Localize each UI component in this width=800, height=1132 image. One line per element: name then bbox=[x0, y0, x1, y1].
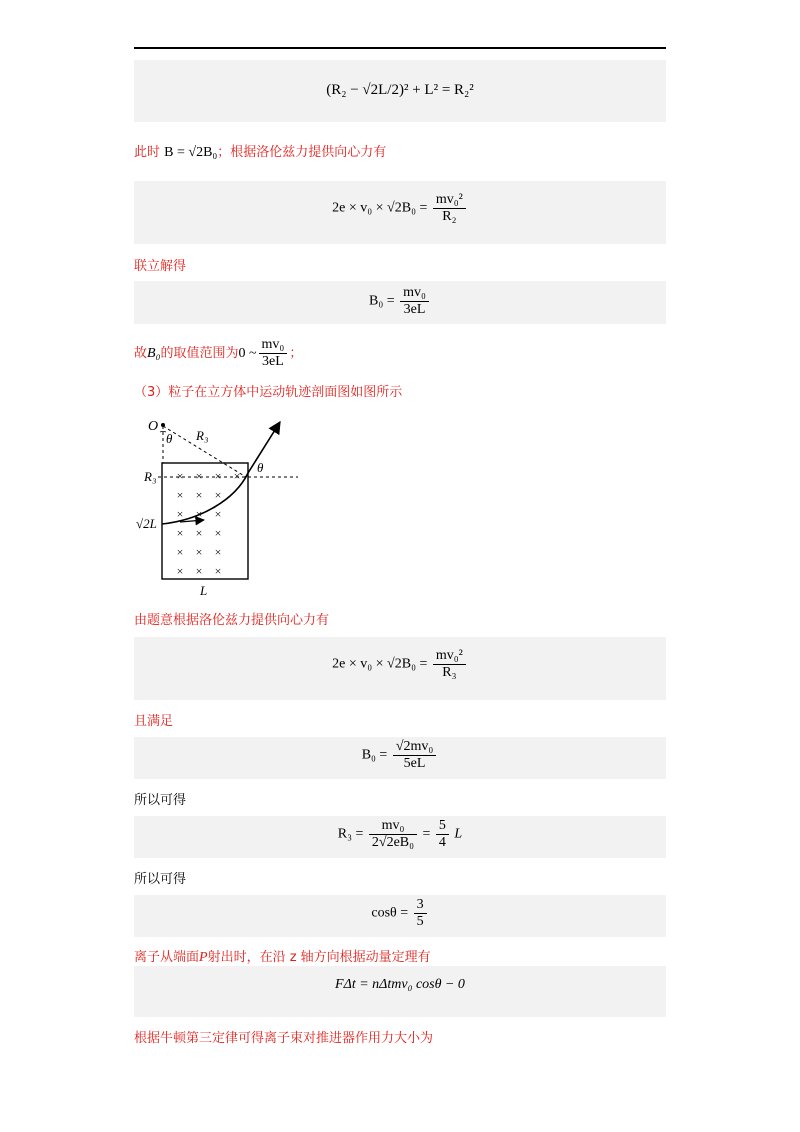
denominator: R₃ bbox=[442, 665, 457, 680]
equation-right: L bbox=[454, 826, 463, 842]
text-line-9 bbox=[134, 949, 431, 967]
equation-4 bbox=[134, 649, 666, 680]
fraction-1 bbox=[369, 819, 417, 850]
equation-left: cosθ = bbox=[371, 905, 409, 921]
formula-box-4 bbox=[134, 637, 666, 700]
label-r3-left: R₃ bbox=[144, 469, 157, 484]
cross-mark: × bbox=[214, 526, 222, 540]
equation-left: B₀ = bbox=[369, 293, 395, 309]
denominator: 5 bbox=[416, 914, 424, 929]
denominator: 3eL bbox=[262, 354, 284, 369]
fraction bbox=[433, 649, 466, 680]
inline-variable: B₀ bbox=[147, 346, 161, 361]
equation-2 bbox=[134, 193, 666, 224]
cross-mark: × bbox=[195, 545, 203, 559]
cross-mark: × bbox=[195, 564, 203, 578]
equation-8: FΔt = nΔtmv₀ cosθ − 0 bbox=[335, 977, 465, 992]
equation-3 bbox=[134, 286, 666, 317]
formula-box-3 bbox=[134, 281, 666, 324]
trajectory-diagram bbox=[130, 410, 330, 602]
formula-box-5 bbox=[134, 737, 666, 779]
fraction bbox=[433, 193, 466, 224]
numerator: 5 bbox=[436, 819, 449, 835]
equals-sign: = bbox=[422, 826, 431, 842]
label-theta-top: θ bbox=[166, 431, 173, 446]
numerator: mv₀ bbox=[369, 819, 417, 835]
numerator: mv₀² bbox=[433, 193, 466, 209]
field-crosses bbox=[177, 469, 241, 578]
fraction-2 bbox=[436, 819, 449, 850]
text-line-6: 且满足 bbox=[134, 714, 174, 729]
text-prefix: 此时 bbox=[134, 145, 161, 160]
equation-left: 2e × v₀ × √2B₀ = bbox=[332, 656, 428, 672]
cross-mark: × bbox=[176, 545, 184, 559]
fraction bbox=[393, 740, 436, 771]
text-suffix: ；根据洛伦兹力提供向心力有 bbox=[217, 145, 387, 160]
text-line-7: 所以可得 bbox=[134, 793, 187, 808]
equation-1: (R₂ − √2L/2)² + L² = R₂² bbox=[326, 82, 474, 98]
cross-mark: × bbox=[233, 469, 241, 483]
label-l: L bbox=[200, 583, 208, 598]
cross-mark: × bbox=[214, 469, 222, 483]
numerator: mv₀ bbox=[400, 286, 429, 302]
label-o: O bbox=[148, 419, 159, 434]
formula-box-2 bbox=[134, 181, 666, 244]
fraction bbox=[400, 286, 429, 317]
cross-mark: × bbox=[176, 564, 184, 578]
text-suffix: ； bbox=[289, 346, 303, 361]
denominator: 2√2eB₀ bbox=[371, 835, 415, 850]
cross-mark: × bbox=[176, 507, 184, 521]
cross-mark: × bbox=[214, 545, 222, 559]
text-prefix: 故 bbox=[134, 346, 148, 361]
range-left: 0 ~ bbox=[238, 346, 257, 361]
denominator: 3eL bbox=[403, 302, 426, 317]
cross-mark: × bbox=[214, 564, 222, 578]
cross-mark: × bbox=[176, 469, 184, 483]
label-r3-top: R₃ bbox=[196, 428, 209, 443]
formula-box-6 bbox=[134, 816, 666, 858]
equation-left: B₀ = bbox=[361, 747, 388, 763]
equation-6 bbox=[134, 819, 666, 850]
text-suffix: 射出时，在沿 z 轴方向根据动量定理有 bbox=[207, 950, 431, 965]
text-line-5: 由题意根据洛伦兹力提供向心力有 bbox=[134, 613, 330, 628]
numerator: 3 bbox=[414, 898, 427, 914]
center-point bbox=[161, 423, 165, 427]
denominator: R₂ bbox=[442, 209, 457, 224]
inline-variable: P bbox=[199, 950, 208, 965]
cross-mark: × bbox=[176, 526, 184, 540]
inline-fraction bbox=[259, 338, 288, 369]
cross-mark: × bbox=[195, 469, 203, 483]
text-line-10: 根据牛顿第三定律可得离子束对推进器作用力大小为 bbox=[134, 1031, 434, 1046]
cross-mark: × bbox=[214, 507, 222, 521]
cross-mark: × bbox=[176, 488, 184, 502]
cross-mark: × bbox=[214, 488, 222, 502]
formula-box-8 bbox=[134, 966, 666, 1017]
fraction bbox=[414, 898, 427, 929]
denominator: 5eL bbox=[403, 756, 426, 771]
equation-7 bbox=[134, 898, 666, 929]
numerator: mv₀² bbox=[433, 649, 466, 665]
numerator: √2mv₀ bbox=[393, 740, 436, 756]
text-line-3 bbox=[134, 338, 302, 370]
text-line-8: 所以可得 bbox=[134, 872, 187, 887]
equation-5 bbox=[134, 740, 666, 771]
text-prefix: 离子从端面 bbox=[134, 950, 200, 965]
formula-box-7 bbox=[134, 895, 666, 937]
cross-mark: × bbox=[195, 507, 203, 521]
formula-box-1 bbox=[134, 60, 666, 122]
equation-left: 2e × v₀ × √2B₀ = bbox=[332, 200, 428, 216]
text-line-1 bbox=[134, 144, 386, 162]
cross-mark: × bbox=[195, 488, 203, 502]
text-mid: 的取值范围为 bbox=[160, 346, 239, 361]
header-rule bbox=[134, 47, 666, 49]
denominator: 4 bbox=[438, 835, 446, 850]
text-line-4: （3）粒子在立方体中运动轨迹剖面图如图所示 bbox=[134, 385, 403, 400]
equation-left: R₃ = bbox=[337, 826, 364, 842]
inline-formula: B = √2B₀ bbox=[164, 145, 218, 160]
label-sqrt2l: √2L bbox=[136, 516, 157, 531]
label-theta-right: θ bbox=[257, 460, 264, 475]
cross-mark: × bbox=[195, 526, 203, 540]
numerator: mv₀ bbox=[259, 338, 288, 354]
text-line-2: 联立解得 bbox=[134, 259, 187, 274]
